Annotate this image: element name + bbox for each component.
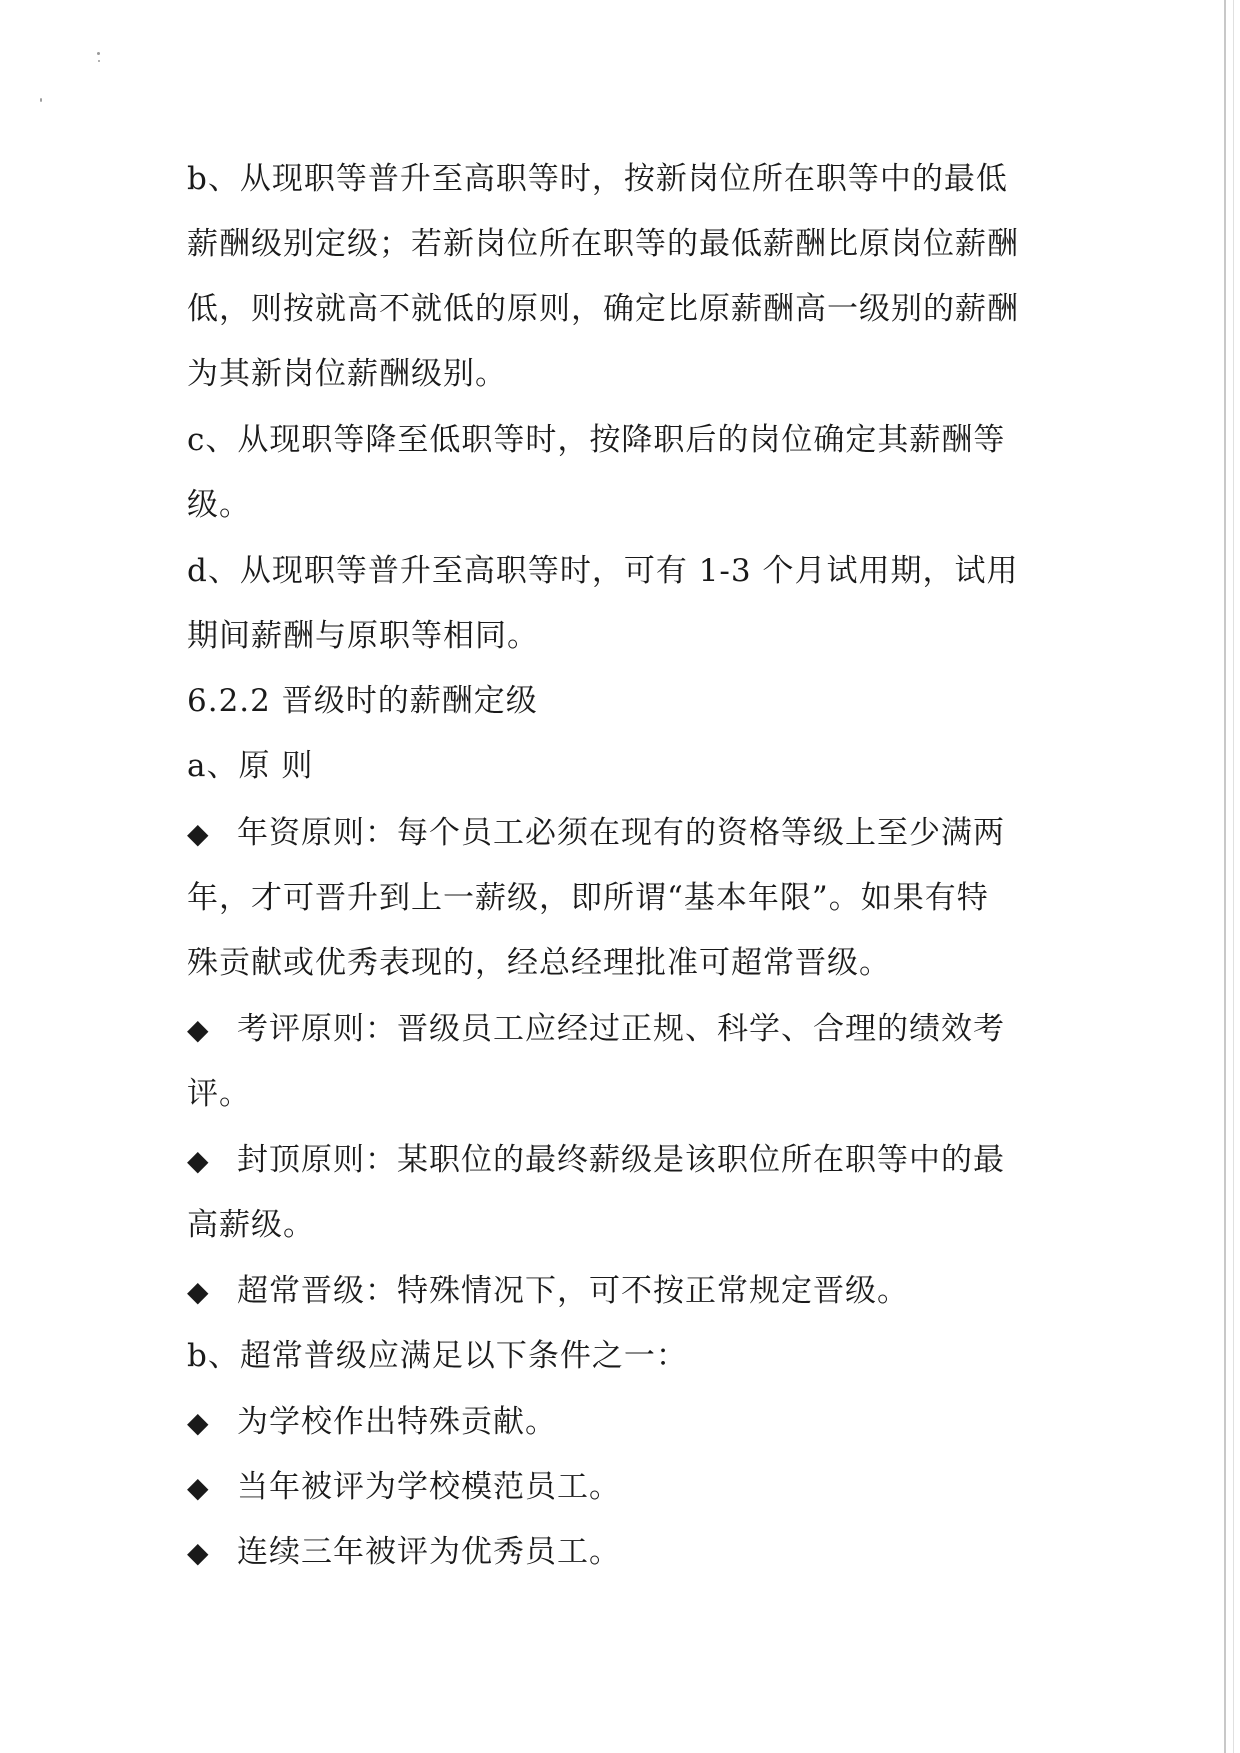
bullet-text: 年资原则：每个员工必须在现有的资格等级上至少满两 bbox=[237, 815, 1005, 851]
diamond-bullet-icon: ◆ bbox=[187, 817, 210, 850]
paragraph-line: 高薪级。 bbox=[187, 1207, 315, 1243]
paragraph-line: d、从现职等普升至高职等时，可有 1-3 个月试用期，试用 bbox=[187, 553, 1019, 589]
bullet-item-cap bbox=[187, 1142, 1005, 1179]
bullet-text: 当年被评为学校模范员工。 bbox=[237, 1469, 621, 1505]
condition-item bbox=[187, 1534, 621, 1571]
bullet-text: 超常晋级：特殊情况下，可不按正常规定晋级。 bbox=[237, 1273, 909, 1309]
paragraph-line: 为其新岗位薪酬级别。 bbox=[187, 356, 507, 392]
diamond-bullet-icon: ◆ bbox=[187, 1406, 210, 1439]
paragraph-line: 年，才可晋升到上一薪级，即所谓“基本年限”。如果有特 bbox=[187, 880, 989, 916]
diamond-bullet-icon: ◆ bbox=[187, 1013, 210, 1046]
condition-item bbox=[187, 1469, 621, 1506]
subsection-heading: a、原 则 bbox=[187, 748, 314, 784]
diamond-bullet-icon: ◆ bbox=[187, 1144, 210, 1177]
paragraph-line: c、从现职等降至低职等时，按降职后的岗位确定其薪酬等 bbox=[187, 422, 1006, 458]
paragraph-line: 殊贡献或优秀表现的，经总经理批准可超常晋级。 bbox=[187, 945, 891, 981]
paragraph-line: 低，则按就高不就低的原则，确定比原薪酬高一级别的薪酬 bbox=[187, 291, 1019, 327]
bullet-text: 考评原则：晋级员工应经过正规、科学、合理的绩效考 bbox=[237, 1011, 1005, 1047]
bullet-item-exceptional bbox=[187, 1273, 909, 1310]
bullet-text: 连续三年被评为优秀员工。 bbox=[237, 1534, 621, 1570]
section-heading: 6.2.2 晋级时的薪酬定级 bbox=[187, 683, 538, 719]
bullet-text: 封顶原则：某职位的最终薪级是该职位所在职等中的最 bbox=[237, 1142, 1005, 1178]
bullet-item-evaluation bbox=[187, 1011, 1005, 1048]
diamond-bullet-icon: ◆ bbox=[187, 1275, 210, 1308]
paragraph-line: 评。 bbox=[187, 1076, 251, 1112]
diamond-bullet-icon: ◆ bbox=[187, 1471, 210, 1504]
paragraph-line: b、从现职等普升至高职等时，按新岗位所在职等中的最低 bbox=[187, 161, 1008, 197]
bullet-item-seniority bbox=[187, 815, 1005, 852]
paragraph-line: 级。 bbox=[187, 487, 251, 523]
bullet-text: 为学校作出特殊贡献。 bbox=[237, 1404, 557, 1440]
subsection-heading: b、超常普级应满足以下条件之一： bbox=[187, 1338, 688, 1374]
condition-item bbox=[187, 1404, 557, 1441]
paragraph-line: 期间薪酬与原职等相同。 bbox=[187, 618, 539, 654]
diamond-bullet-icon: ◆ bbox=[187, 1536, 210, 1569]
paragraph-line: 薪酬级别定级；若新岗位所在职等的最低薪酬比原岗位薪酬 bbox=[187, 226, 1019, 262]
